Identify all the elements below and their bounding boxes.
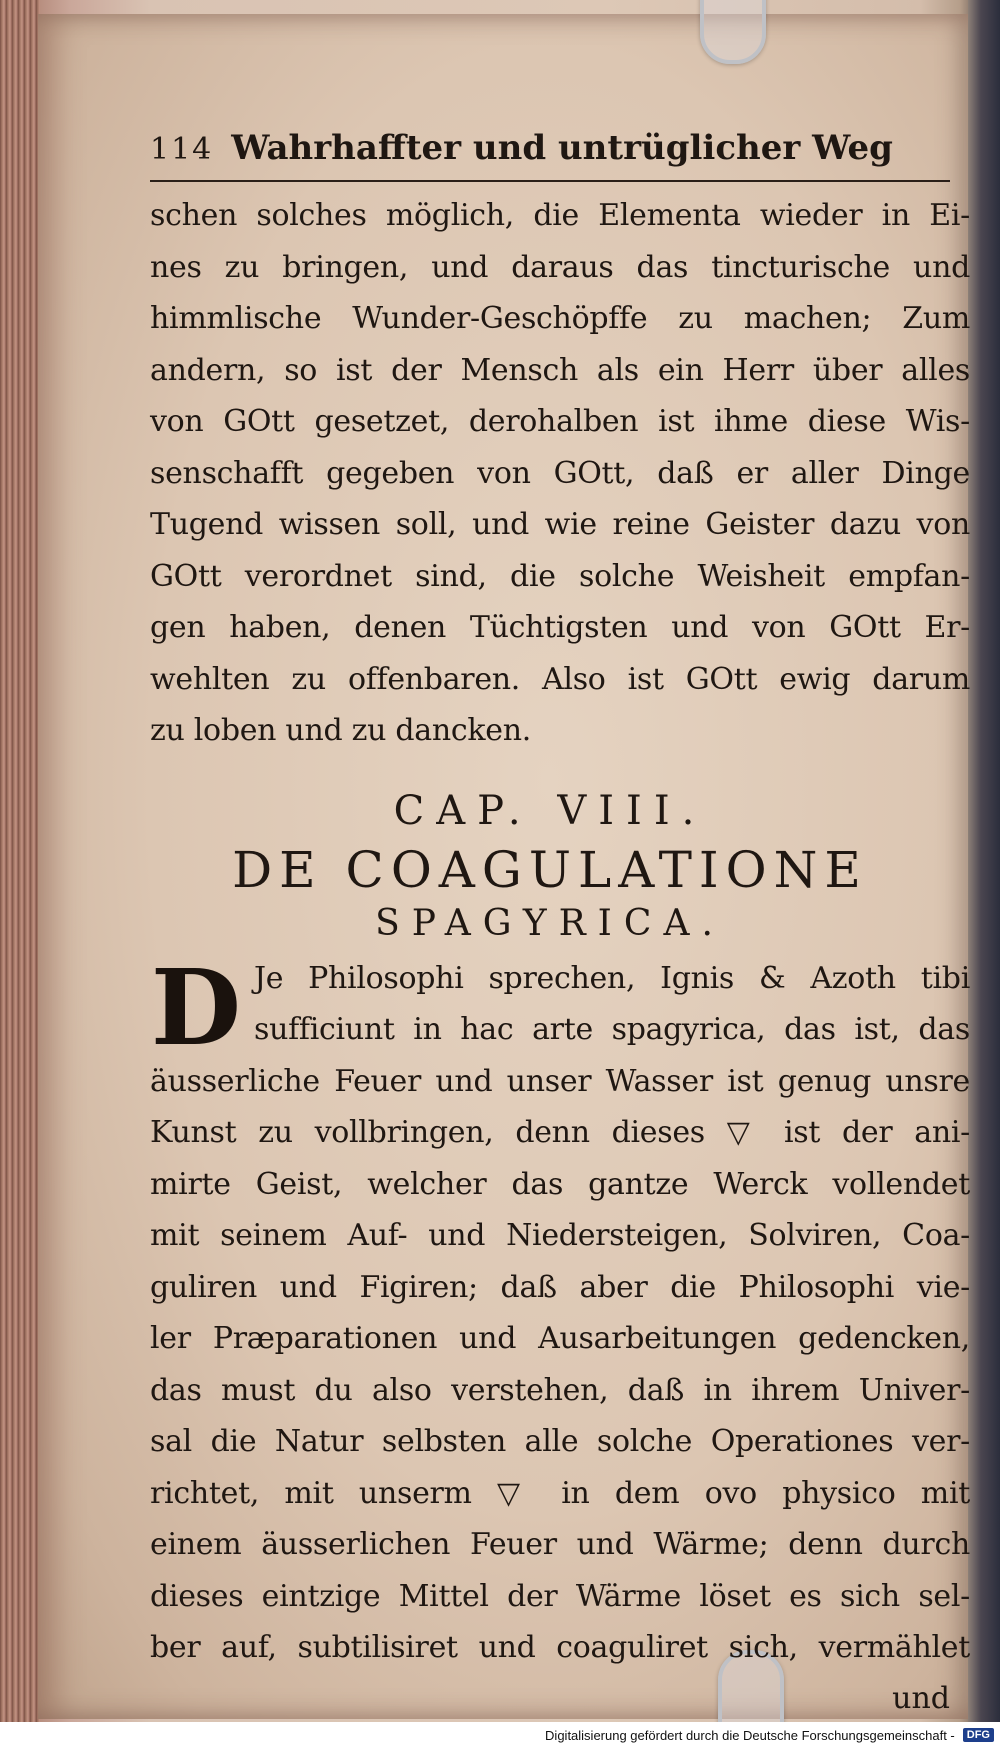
book-fore-edge [0, 0, 40, 1748]
book-binding-edge [968, 0, 1000, 1748]
text-line: Je Philosophi sprechen, Ignis & Azoth tibi [254, 960, 970, 996]
page-number: 114 [150, 132, 214, 167]
text-line: GOtt verordnet sind, die solche Weisheit empfan- [150, 558, 970, 594]
paragraph-1 [150, 190, 970, 757]
chapter-title: DE COAGULATIONE [232, 840, 868, 899]
text-line: einem äusserlichen Feuer und Wärme; denn durch [150, 1527, 970, 1562]
catchword: und [892, 1680, 950, 1716]
running-head [150, 128, 970, 176]
text-line: von GOtt gesetzet, derohalben ist ihme diese Wis- [150, 404, 970, 439]
paper-clip-top-icon [700, 0, 766, 64]
text-line: sal die Natur selbsten alle solche Operationes ver- [150, 1424, 970, 1459]
text-line: senschafft gegeben von GOtt, daß er aller Dinge [150, 455, 970, 491]
chapter-label: CAP. VIII. [393, 787, 707, 834]
text-line: guliren und Figiren; daß aber die Philosophi vie- [150, 1269, 970, 1305]
text-line: richtet, mit unserm ▽ in dem ovo physico mit [150, 1475, 970, 1511]
text-line: mirte Geist, welcher das gantze Werck vollendet [150, 1166, 970, 1202]
page-text-block [150, 128, 970, 1724]
text-line: nes zu bringen, und daraus das tincturische und [150, 249, 970, 285]
text-line: sufficiunt in hac arte spagyrica, das ist, das [254, 1012, 970, 1047]
text-line: dieses eintzige Mittel der Wärme löset es sich sel- [150, 1578, 970, 1614]
text-line: mit seinem Auf- und Niedersteigen, Solviren, Coa- [150, 1218, 970, 1253]
text-line: ler Præparationen und Ausarbeitungen gedencken, [150, 1321, 970, 1356]
text-line: äusserliche Feuer und unser Wasser ist genug unsre [150, 1063, 970, 1099]
header-rule [150, 180, 950, 182]
text-line: zu loben und zu dancken. [150, 713, 531, 748]
text-line: himmlische Wunder-Geschöpffe zu machen; Zum [150, 301, 970, 336]
chapter-subtitle: SPAGYRICA. [375, 902, 725, 944]
running-title: Wahrhaffter und untrüglicher Weg [231, 128, 893, 168]
ornamental-initial: D [150, 945, 242, 1069]
text-line: Tugend wissen soll, und wie reine Geister dazu von [150, 507, 970, 542]
paragraph-2 [150, 945, 970, 1724]
text-line: Kunst zu vollbringen, denn dieses ▽ ist der ani- [150, 1115, 970, 1150]
dfg-logo-icon: DFG [963, 1728, 994, 1742]
text-line: das must du also verstehen, daß in ihrem Univer- [150, 1372, 970, 1408]
text-line: ber auf, subtilisiret und coaguliret sich, vermählet [150, 1630, 970, 1665]
text-line: gen haben, denen Tüchtigsten und von GOtt Er- [150, 610, 970, 645]
text-line: schen solches möglich, die Elementa wieder in Ei- [150, 198, 970, 233]
text-line: andern, so ist der Mensch als ein Herr über alles [150, 352, 970, 388]
digitization-footer [0, 1722, 1000, 1748]
funding-credit: Digitalisierung gefördert durch die Deutsche Forschungsgemeinschaft - [545, 1727, 955, 1743]
text-line: wehlten zu offenbaren. Also ist GOtt ewig darum [150, 661, 970, 697]
